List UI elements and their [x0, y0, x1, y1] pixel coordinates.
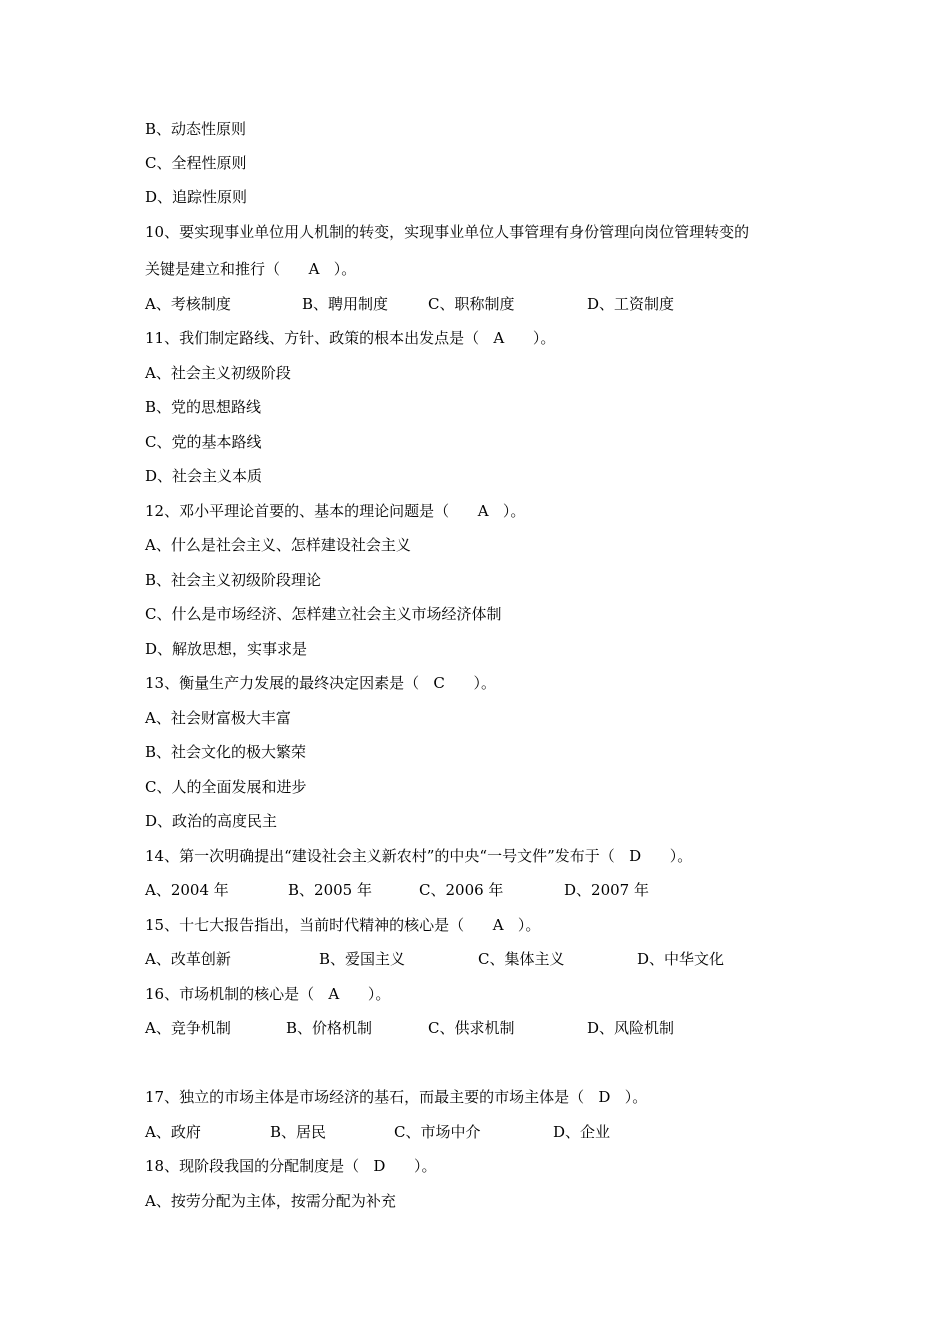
q16-question: 16、市场机制的核心是（ A ）。: [145, 985, 391, 1003]
q15-option-c: C、集体主义: [478, 950, 565, 968]
q10-question-line2: 关键是建立和推行（ A ）。: [145, 260, 357, 278]
q11-option-a: A、社会主义初级阶段: [145, 364, 291, 382]
q10-option-d: D、工资制度: [587, 295, 675, 313]
q14-option-d: D、2007 年: [564, 881, 649, 899]
q16-option-c: C、供求机制: [428, 1019, 515, 1037]
q14-question: 14、第一次明确提出“建设社会主义新农村”的中央“一号文件”发布于（ D ）。: [145, 847, 693, 865]
q12-option-a: A、什么是社会主义、怎样建设社会主义: [145, 536, 411, 554]
q15-option-a: A、改革创新: [145, 950, 231, 968]
q10-option-c: C、职称制度: [428, 295, 515, 313]
q16-option-b: B、价格机制: [286, 1019, 373, 1037]
q17-option-a: A、政府: [145, 1123, 201, 1141]
q9-option-c: C、全程性原则: [145, 154, 247, 172]
q13-option-b: B、社会文化的极大繁荣: [145, 743, 307, 761]
q14-option-b: B、2005 年: [288, 881, 372, 899]
q11-option-b: B、党的思想路线: [145, 398, 262, 416]
q12-option-d: D、解放思想，实事求是: [145, 640, 308, 658]
q17-option-b: B、居民: [270, 1123, 327, 1141]
q13-option-a: A、社会财富极大丰富: [145, 709, 291, 727]
q14-option-a: A、2004 年: [145, 881, 229, 899]
q17-option-d: D、企业: [553, 1123, 611, 1141]
q15-option-d: D、中华文化: [637, 950, 725, 968]
q10-option-b: B、聘用制度: [302, 295, 389, 313]
q17-question: 17、独立的市场主体是市场经济的基石，而最主要的市场主体是（ D ）。: [145, 1088, 648, 1106]
q16-option-a: A、竞争机制: [145, 1019, 231, 1037]
q18-option-a: A、按劳分配为主体，按需分配为补充: [145, 1192, 396, 1210]
q12-option-b: B、社会主义初级阶段理论: [145, 571, 322, 589]
q13-option-c: C、人的全面发展和进步: [145, 778, 307, 796]
q16-option-d: D、风险机制: [587, 1019, 675, 1037]
q9-option-d: D、追踪性原则: [145, 188, 248, 206]
q12-question: 12、邓小平理论首要的、基本的理论问题是（ A ）。: [145, 502, 526, 520]
q15-question: 15、十七大报告指出，当前时代精神的核心是（ A ）。: [145, 916, 541, 934]
q13-question: 13、衡量生产力发展的最终决定因素是（ C ）。: [145, 674, 496, 692]
q11-question: 11、我们制定路线、方针、政策的根本出发点是（ A ）。: [145, 329, 556, 347]
q10-question-line1: 10、要实现事业单位用人机制的转变，实现事业单位人事管理有身份管理向岗位管理转变的: [145, 223, 750, 241]
q9-option-b: B、动态性原则: [145, 120, 247, 138]
q11-option-d: D、社会主义本质: [145, 467, 263, 485]
q10-option-a: A、考核制度: [145, 295, 231, 313]
q18-question: 18、现阶段我国的分配制度是（ D ）。: [145, 1157, 437, 1175]
q15-option-b: B、爱国主义: [319, 950, 406, 968]
q12-option-c: C、什么是市场经济、怎样建立社会主义市场经济体制: [145, 605, 502, 623]
q17-option-c: C、市场中介: [394, 1123, 481, 1141]
q14-option-c: C、2006 年: [419, 881, 504, 899]
q11-option-c: C、党的基本路线: [145, 433, 262, 451]
q13-option-d: D、政治的高度民主: [145, 812, 278, 830]
